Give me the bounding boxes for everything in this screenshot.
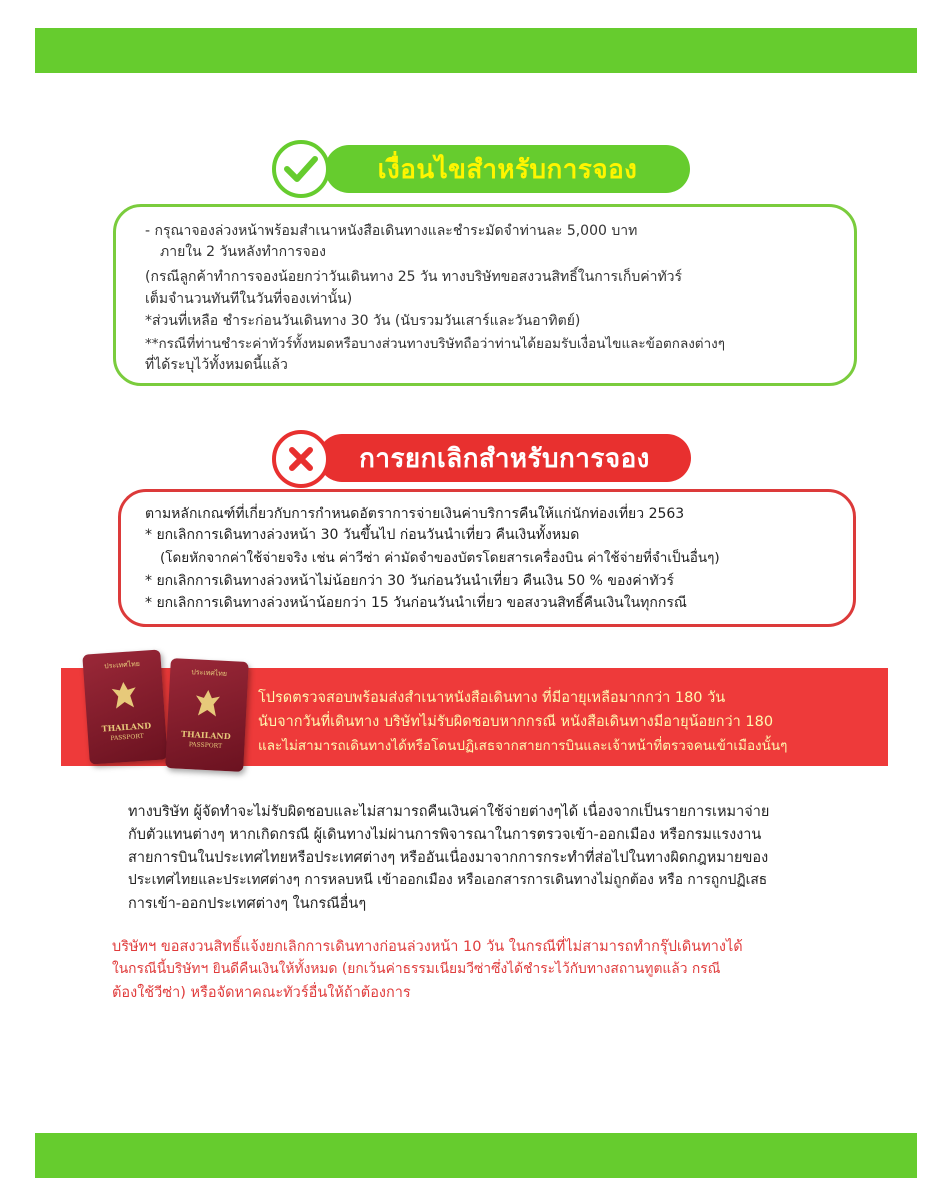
company-cancel-line: ในกรณีนี้บริษัทฯ ยินดีคืนเงินให้ทั้งหมด (ยกเว้นค่าธรรมเนียมวีซ่าซึ่งได้ชำระไว้กับทางสถานทูตแล้ว กรณี bbox=[112, 961, 721, 977]
check-icon bbox=[272, 140, 330, 198]
passport-country: THAILAND bbox=[101, 720, 152, 734]
cancellation-line: * ยกเลิกการเดินทางล่วงหน้า 30 วันขึ้นไป ก่อนวันนำเที่ยว คืนเงินทั้งหมด bbox=[145, 527, 580, 543]
disclaimer-line: ทางบริษัท ผู้จัดทำจะไม่รับผิดชอบและไม่สามารถคืนเงินค่าใช้จ่ายต่างๆได้ เนื่องจากเป็นรายการเหมาจ่าย bbox=[128, 804, 770, 820]
booking-conditions-title: เงื่อนไขสำหรับการจอง bbox=[325, 145, 690, 193]
company-cancel-line: ต้องใช้วีซ่า) หรือจัดหาคณะทัวร์อื่นให้ถ้าต้องการ bbox=[112, 985, 411, 1001]
booking-line: ภายใน 2 วันหลังทำการจอง bbox=[160, 244, 326, 260]
bottom-green-bar bbox=[35, 1133, 917, 1178]
cancellation-title: การยกเลิกสำหรับการจอง bbox=[318, 434, 691, 482]
disclaimer-line: ประเทศไทยและประเทศต่างๆ การหลบหนี เข้าออกเมือง หรือเอกสารการเดินทางไม่ถูกต้อง หรือ การถูกปฏิเสธ bbox=[128, 872, 768, 888]
cancellation-line: * ยกเลิกการเดินทางล่วงหน้าไม่น้อยกว่า 30 วันก่อนวันนำเที่ยว คืนเงิน 50 % ของค่าทัวร์ bbox=[145, 573, 675, 589]
passport-notice-line: นับจากวันที่เดินทาง บริษัทไม่รับผิดชอบหากกรณี หนังสือเดินทางมีอายุน้อยกว่า 180 bbox=[258, 714, 774, 730]
passport-notice-line: โปรดตรวจสอบพร้อมส่งสำเนาหนังสือเดินทาง ที่มีอายุเหลือมากกว่า 180 วัน bbox=[258, 690, 726, 706]
passport-country: THAILAND bbox=[180, 728, 231, 742]
booking-line: *ส่วนที่เหลือ ชำระก่อนวันเดินทาง 30 วัน (นับรวมวันเสาร์และวันอาทิตย์) bbox=[145, 313, 581, 329]
passport-image bbox=[165, 658, 249, 772]
passport-image bbox=[82, 649, 167, 764]
passport-word: PASSPORT bbox=[110, 732, 144, 743]
cancellation-line: * ยกเลิกการเดินทางล่วงหน้าน้อยกว่า 15 วันก่อนวันนำเที่ยว ขอสงวนสิทธิ์คืนเงินในทุกกรณี bbox=[145, 595, 687, 611]
booking-line: - กรุณาจองล่วงหน้าพร้อมสำเนาหนังสือเดินทางและชำระมัดจำท่านละ 5,000 บาท bbox=[145, 223, 638, 239]
passport-thai-text: ประเทศไทย bbox=[104, 659, 141, 671]
garuda-emblem-icon bbox=[194, 687, 222, 718]
cancellation-line: (โดยหักจากค่าใช้จ่ายจริง เช่น ค่าวีซ่า ค่ามัดจำของบัตรโดยสารเครื่องบิน ค่าใช้จ่ายที่จำเป็นอื่นๆ) bbox=[160, 550, 720, 566]
booking-line: (กรณีลูกค้าทำการจองน้อยกว่าวันเดินทาง 25 วัน ทางบริษัทขอสงวนสิทธิ์ในการเก็บค่าทัวร์ bbox=[145, 269, 683, 285]
passport-thai-text: ประเทศไทย bbox=[191, 668, 228, 678]
garuda-emblem-icon bbox=[110, 679, 138, 711]
passport-word: PASSPORT bbox=[188, 741, 223, 750]
cross-icon bbox=[272, 430, 330, 488]
company-cancel-line: บริษัทฯ ขอสงวนสิทธิ์แจ้งยกเลิกการเดินทางก่อนล่วงหน้า 10 วัน ในกรณีที่ไม่สามารถทำกรุ๊ปเดินทางได้ bbox=[112, 939, 743, 955]
cancellation-line: ตามหลักเกณฑ์ที่เกี่ยวกับการกำหนดอัตราการจ่ายเงินค่าบริการคืนให้แก่นักท่องเที่ยว 2563 bbox=[145, 506, 685, 522]
disclaimer-line: กับตัวแทนต่างๆ หากเกิดกรณี ผู้เดินทางไม่ผ่านการพิจารณาในการตรวจเข้า-ออกเมือง หรือกรมแรงงาน bbox=[128, 827, 762, 843]
booking-line: **กรณีที่ท่านชำระค่าทัวร์ทั้งหมดหรือบางส่วนทางบริษัทถือว่าท่านได้ยอมรับเงื่อนไขและข้อตกลงต่างๆ bbox=[145, 336, 725, 352]
passport-notice-line: และไม่สามารถเดินทางได้หรือโดนปฏิเสธจากสายการบินและเจ้าหน้าที่ตรวจคนเข้าเมืองนั้นๆ bbox=[258, 738, 788, 754]
disclaimer-line: การเข้า-ออกประเทศต่างๆ ในกรณีอื่นๆ bbox=[128, 896, 367, 912]
booking-line: เต็มจำนวนทันทีในวันที่จองเท่านั้น) bbox=[145, 291, 353, 307]
top-green-bar bbox=[35, 28, 917, 73]
booking-line: ที่ได้ระบุไว้ทั้งหมดนี้แล้ว bbox=[145, 357, 288, 373]
disclaimer-line: สายการบินในประเทศไทยหรือประเทศต่างๆ หรืออันเนื่องมาจากการกระทำที่ส่อไปในทางผิดกฎหมายของ bbox=[128, 850, 769, 866]
